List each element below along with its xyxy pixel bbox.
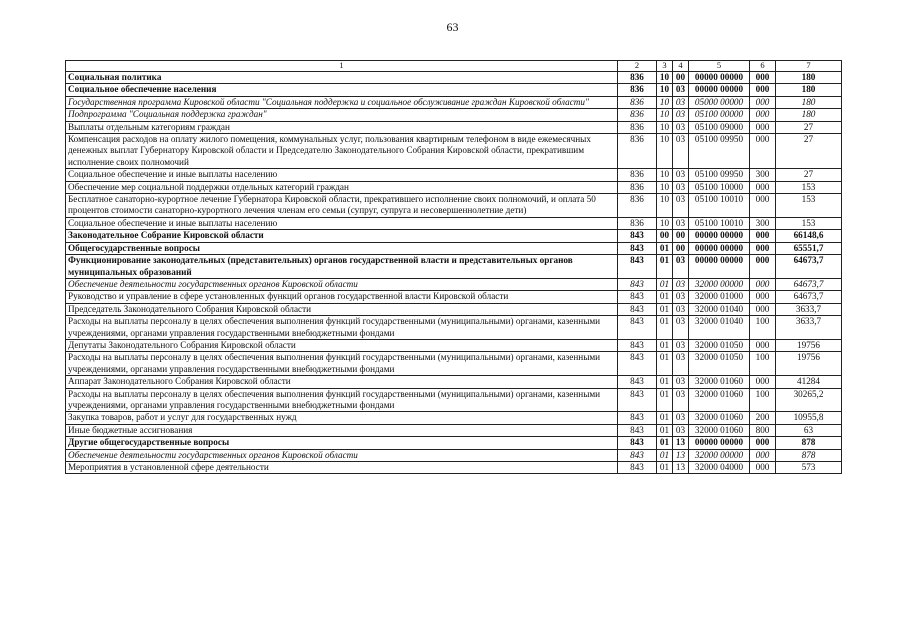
- row-subsection-cell: 03: [673, 169, 689, 181]
- row-name-cell: Расходы на выплаты персоналу в целях обеспечения выполнения функций государственными (муниципальными) органами, казенными учреждениями, органами управления государственными внебюджетными фондами: [66, 352, 618, 376]
- row-subsection-cell: 03: [673, 291, 689, 303]
- row-subsection-cell: 03: [673, 109, 689, 121]
- table-row: [66, 181, 842, 193]
- row-section-cell: 10: [657, 169, 673, 181]
- row-expense-type-cell: 000: [750, 84, 776, 96]
- budget-table: [65, 60, 842, 474]
- row-target-article-cell: 32000 01060: [689, 388, 750, 412]
- row-section-cell: 01: [657, 449, 673, 461]
- row-code-cell: 836: [618, 72, 657, 84]
- row-name-cell: Социальное обеспечение населения: [66, 84, 618, 96]
- row-subsection-cell: 00: [673, 72, 689, 84]
- row-target-article-cell: 00000 00000: [689, 437, 750, 449]
- row-expense-type-cell: 300: [750, 217, 776, 229]
- row-amount-cell: 180: [776, 109, 842, 121]
- row-name-cell: Функционирование законодательных (представительных) органов государственной власти и представительных органов муниципальных образований: [66, 255, 618, 279]
- row-subsection-cell: 03: [673, 316, 689, 340]
- row-target-article-cell: 00000 00000: [689, 72, 750, 84]
- row-amount-cell: 66148,6: [776, 230, 842, 242]
- row-expense-type-cell: 000: [750, 376, 776, 388]
- header-col-2: 2: [618, 61, 657, 72]
- row-section-cell: 01: [657, 303, 673, 315]
- row-amount-cell: 153: [776, 217, 842, 229]
- row-subsection-cell: 03: [673, 278, 689, 290]
- table-row: [66, 96, 842, 108]
- row-amount-cell: 30265,2: [776, 388, 842, 412]
- row-code-cell: 843: [618, 424, 657, 436]
- row-target-article-cell: 00000 00000: [689, 255, 750, 279]
- row-code-cell: 843: [618, 449, 657, 461]
- table-row: [66, 352, 842, 376]
- row-expense-type-cell: 000: [750, 278, 776, 290]
- header-col-7: 7: [776, 61, 842, 72]
- row-target-article-cell: 32000 01060: [689, 424, 750, 436]
- row-expense-type-cell: 000: [750, 109, 776, 121]
- table-row: [66, 424, 842, 436]
- row-code-cell: 843: [618, 339, 657, 351]
- table-row: [66, 339, 842, 351]
- row-expense-type-cell: 000: [750, 72, 776, 84]
- row-code-cell: 836: [618, 109, 657, 121]
- row-expense-type-cell: 000: [750, 437, 776, 449]
- row-amount-cell: 64673,7: [776, 255, 842, 279]
- table-row: [66, 388, 842, 412]
- row-subsection-cell: 03: [673, 84, 689, 96]
- row-subsection-cell: 03: [673, 96, 689, 108]
- header-col-5: 5: [689, 61, 750, 72]
- row-subsection-cell: 03: [673, 134, 689, 169]
- row-amount-cell: 3633,7: [776, 303, 842, 315]
- row-section-cell: 01: [657, 462, 673, 474]
- table-row: [66, 242, 842, 254]
- row-section-cell: 01: [657, 388, 673, 412]
- row-code-cell: 836: [618, 181, 657, 193]
- row-target-article-cell: 05100 10010: [689, 194, 750, 218]
- table-row: [66, 169, 842, 181]
- row-name-cell: Законодательное Собрание Кировской области: [66, 230, 618, 242]
- table-row: [66, 278, 842, 290]
- row-target-article-cell: 00000 00000: [689, 242, 750, 254]
- row-code-cell: 843: [618, 255, 657, 279]
- table-row: [66, 84, 842, 96]
- row-amount-cell: 3633,7: [776, 316, 842, 340]
- row-section-cell: 10: [657, 109, 673, 121]
- row-code-cell: 843: [618, 412, 657, 424]
- row-code-cell: 843: [618, 291, 657, 303]
- row-target-article-cell: 32000 01060: [689, 376, 750, 388]
- row-subsection-cell: 00: [673, 242, 689, 254]
- row-code-cell: 843: [618, 242, 657, 254]
- row-expense-type-cell: 000: [750, 449, 776, 461]
- row-section-cell: 01: [657, 424, 673, 436]
- table-row: [66, 72, 842, 84]
- row-name-cell: Социальное обеспечение и иные выплаты населению: [66, 217, 618, 229]
- row-expense-type-cell: 000: [750, 194, 776, 218]
- table-row: [66, 449, 842, 461]
- row-subsection-cell: 03: [673, 339, 689, 351]
- row-name-cell: Социальная политика: [66, 72, 618, 84]
- table-row: [66, 303, 842, 315]
- row-name-cell: Иные бюджетные ассигнования: [66, 424, 618, 436]
- table-row: [66, 194, 842, 218]
- row-name-cell: Руководство и управление в сфере установленных функций органов государственной власти Кировской области: [66, 291, 618, 303]
- row-name-cell: Компенсация расходов на оплату жилого помещения, коммунальных услуг, пользования квартирным телефоном в виде ежемесячных денежных выплат Губернатору Кировской области и Председателю Законодательного Собрания Кировской области, прекратившим исполнение своих полномочий: [66, 134, 618, 169]
- row-amount-cell: 153: [776, 181, 842, 193]
- table-row: [66, 121, 842, 133]
- row-amount-cell: 63: [776, 424, 842, 436]
- row-target-article-cell: 32000 01050: [689, 339, 750, 351]
- row-target-article-cell: 32000 01000: [689, 291, 750, 303]
- row-code-cell: 843: [618, 388, 657, 412]
- row-amount-cell: 27: [776, 121, 842, 133]
- row-target-article-cell: 05100 10010: [689, 217, 750, 229]
- row-subsection-cell: 03: [673, 303, 689, 315]
- header-row: [66, 61, 842, 72]
- row-section-cell: 10: [657, 194, 673, 218]
- row-expense-type-cell: 000: [750, 291, 776, 303]
- row-name-cell: Аппарат Законодательного Собрания Кировской области: [66, 376, 618, 388]
- row-target-article-cell: 32000 00000: [689, 278, 750, 290]
- row-name-cell: Обеспечение деятельности государственных органов Кировской области: [66, 449, 618, 461]
- row-code-cell: 836: [618, 121, 657, 133]
- row-subsection-cell: 03: [673, 217, 689, 229]
- row-name-cell: Другие общегосударственные вопросы: [66, 437, 618, 449]
- row-subsection-cell: 13: [673, 449, 689, 461]
- row-target-article-cell: 32000 01040: [689, 303, 750, 315]
- row-amount-cell: 64673,7: [776, 291, 842, 303]
- row-amount-cell: 19756: [776, 339, 842, 351]
- header-col-3: 3: [657, 61, 673, 72]
- row-name-cell: Общегосударственные вопросы: [66, 242, 618, 254]
- table-row: [66, 376, 842, 388]
- row-code-cell: 843: [618, 352, 657, 376]
- row-target-article-cell: 32000 04000: [689, 462, 750, 474]
- row-subsection-cell: 00: [673, 230, 689, 242]
- row-code-cell: 836: [618, 194, 657, 218]
- row-subsection-cell: 03: [673, 388, 689, 412]
- row-expense-type-cell: 000: [750, 121, 776, 133]
- row-expense-type-cell: 300: [750, 169, 776, 181]
- row-code-cell: 843: [618, 462, 657, 474]
- row-target-article-cell: 32000 01060: [689, 412, 750, 424]
- row-section-cell: 01: [657, 339, 673, 351]
- row-code-cell: 836: [618, 134, 657, 169]
- row-subsection-cell: 03: [673, 121, 689, 133]
- row-amount-cell: 65551,7: [776, 242, 842, 254]
- page-number: 63: [446, 20, 459, 34]
- row-name-cell: Выплаты отдельным категориям граждан: [66, 121, 618, 133]
- row-name-cell: Социальное обеспечение и иные выплаты населению: [66, 169, 618, 181]
- row-name-cell: Обеспечение мер социальной поддержки отдельных категорий граждан: [66, 181, 618, 193]
- row-expense-type-cell: 000: [750, 134, 776, 169]
- row-code-cell: 843: [618, 376, 657, 388]
- row-subsection-cell: 03: [673, 255, 689, 279]
- row-section-cell: 01: [657, 437, 673, 449]
- row-amount-cell: 64673,7: [776, 278, 842, 290]
- row-target-article-cell: 05100 09000: [689, 121, 750, 133]
- row-name-cell: Депутаты Законодательного Собрания Кировской области: [66, 339, 618, 351]
- row-subsection-cell: 03: [673, 194, 689, 218]
- row-code-cell: 843: [618, 303, 657, 315]
- row-code-cell: 843: [618, 316, 657, 340]
- row-subsection-cell: 13: [673, 437, 689, 449]
- row-expense-type-cell: 000: [750, 255, 776, 279]
- row-section-cell: 01: [657, 278, 673, 290]
- table-row: [66, 255, 842, 279]
- table-row: [66, 230, 842, 242]
- table-row: [66, 316, 842, 340]
- row-target-article-cell: 00000 00000: [689, 84, 750, 96]
- row-expense-type-cell: 000: [750, 462, 776, 474]
- row-target-article-cell: 05100 09950: [689, 134, 750, 169]
- row-target-article-cell: 00000 00000: [689, 230, 750, 242]
- row-section-cell: 00: [657, 230, 673, 242]
- table-body: [66, 72, 842, 474]
- row-expense-type-cell: 000: [750, 181, 776, 193]
- row-amount-cell: 573: [776, 462, 842, 474]
- row-code-cell: 836: [618, 217, 657, 229]
- row-name-cell: Расходы на выплаты персоналу в целях обеспечения выполнения функций государственными (муниципальными) органами, казенными учреждениями, органами управления государственными внебюджетными фондами: [66, 388, 618, 412]
- row-amount-cell: 27: [776, 169, 842, 181]
- row-expense-type-cell: 000: [750, 230, 776, 242]
- row-section-cell: 10: [657, 72, 673, 84]
- header-col-6: 6: [750, 61, 776, 72]
- row-target-article-cell: 05000 00000: [689, 96, 750, 108]
- row-name-cell: Мероприятия в установленной сфере деятельности: [66, 462, 618, 474]
- row-expense-type-cell: 200: [750, 412, 776, 424]
- row-name-cell: Бесплатное санаторно-курортное лечение Губернатора Кировской области, прекратившего исполнение своих полномочий, и оплата 50 процентов стоимости санаторно-курортного лечения членам его семьи (супруг, супруга и несовершеннолетние дети): [66, 194, 618, 218]
- row-code-cell: 843: [618, 278, 657, 290]
- row-subsection-cell: 03: [673, 424, 689, 436]
- row-section-cell: 10: [657, 181, 673, 193]
- row-target-article-cell: 05100 10000: [689, 181, 750, 193]
- header-col-1: 1: [66, 61, 618, 72]
- table-row: [66, 134, 842, 169]
- row-code-cell: 843: [618, 437, 657, 449]
- row-section-cell: 01: [657, 255, 673, 279]
- row-section-cell: 10: [657, 121, 673, 133]
- table-row: [66, 412, 842, 424]
- row-target-article-cell: 05100 09950: [689, 169, 750, 181]
- row-target-article-cell: 32000 01050: [689, 352, 750, 376]
- row-code-cell: 843: [618, 230, 657, 242]
- row-amount-cell: 153: [776, 194, 842, 218]
- table-row: [66, 291, 842, 303]
- row-section-cell: 10: [657, 96, 673, 108]
- row-section-cell: 10: [657, 84, 673, 96]
- row-expense-type-cell: 000: [750, 339, 776, 351]
- row-expense-type-cell: 000: [750, 96, 776, 108]
- row-amount-cell: 878: [776, 449, 842, 461]
- row-name-cell: Обеспечение деятельности государственных органов Кировской области: [66, 278, 618, 290]
- row-name-cell: Расходы на выплаты персоналу в целях обеспечения выполнения функций государственными (муниципальными) органами, казенными учреждениями, органами управления государственными внебюджетными фондами: [66, 316, 618, 340]
- table-row: [66, 437, 842, 449]
- row-subsection-cell: 03: [673, 412, 689, 424]
- row-subsection-cell: 13: [673, 462, 689, 474]
- row-target-article-cell: 05100 00000: [689, 109, 750, 121]
- row-subsection-cell: 03: [673, 352, 689, 376]
- row-section-cell: 01: [657, 376, 673, 388]
- row-section-cell: 10: [657, 217, 673, 229]
- row-code-cell: 836: [618, 84, 657, 96]
- row-expense-type-cell: 000: [750, 242, 776, 254]
- table-row: [66, 462, 842, 474]
- row-expense-type-cell: 100: [750, 388, 776, 412]
- row-section-cell: 01: [657, 242, 673, 254]
- row-amount-cell: 41284: [776, 376, 842, 388]
- row-amount-cell: 27: [776, 134, 842, 169]
- row-code-cell: 836: [618, 169, 657, 181]
- table-row: [66, 217, 842, 229]
- row-name-cell: Председатель Законодательного Собрания Кировской области: [66, 303, 618, 315]
- row-code-cell: 836: [618, 96, 657, 108]
- row-expense-type-cell: 100: [750, 352, 776, 376]
- row-amount-cell: 180: [776, 72, 842, 84]
- row-amount-cell: 180: [776, 84, 842, 96]
- row-amount-cell: 19756: [776, 352, 842, 376]
- row-section-cell: 01: [657, 291, 673, 303]
- row-name-cell: Подпрограмма "Социальная поддержка граждан": [66, 109, 618, 121]
- row-amount-cell: 878: [776, 437, 842, 449]
- row-subsection-cell: 03: [673, 181, 689, 193]
- row-section-cell: 01: [657, 352, 673, 376]
- table-row: [66, 109, 842, 121]
- row-section-cell: 01: [657, 412, 673, 424]
- row-section-cell: 10: [657, 134, 673, 169]
- row-target-article-cell: 32000 01040: [689, 316, 750, 340]
- row-expense-type-cell: 800: [750, 424, 776, 436]
- row-amount-cell: 180: [776, 96, 842, 108]
- row-subsection-cell: 03: [673, 376, 689, 388]
- row-section-cell: 01: [657, 316, 673, 340]
- row-name-cell: Государственная программа Кировской области "Социальная поддержка и социальное обслуживание граждан Кировской области": [66, 96, 618, 108]
- row-target-article-cell: 32000 00000: [689, 449, 750, 461]
- row-amount-cell: 10955,8: [776, 412, 842, 424]
- row-name-cell: Закупка товаров, работ и услуг для государственных нужд: [66, 412, 618, 424]
- header-col-4: 4: [673, 61, 689, 72]
- row-expense-type-cell: 100: [750, 316, 776, 340]
- row-expense-type-cell: 000: [750, 303, 776, 315]
